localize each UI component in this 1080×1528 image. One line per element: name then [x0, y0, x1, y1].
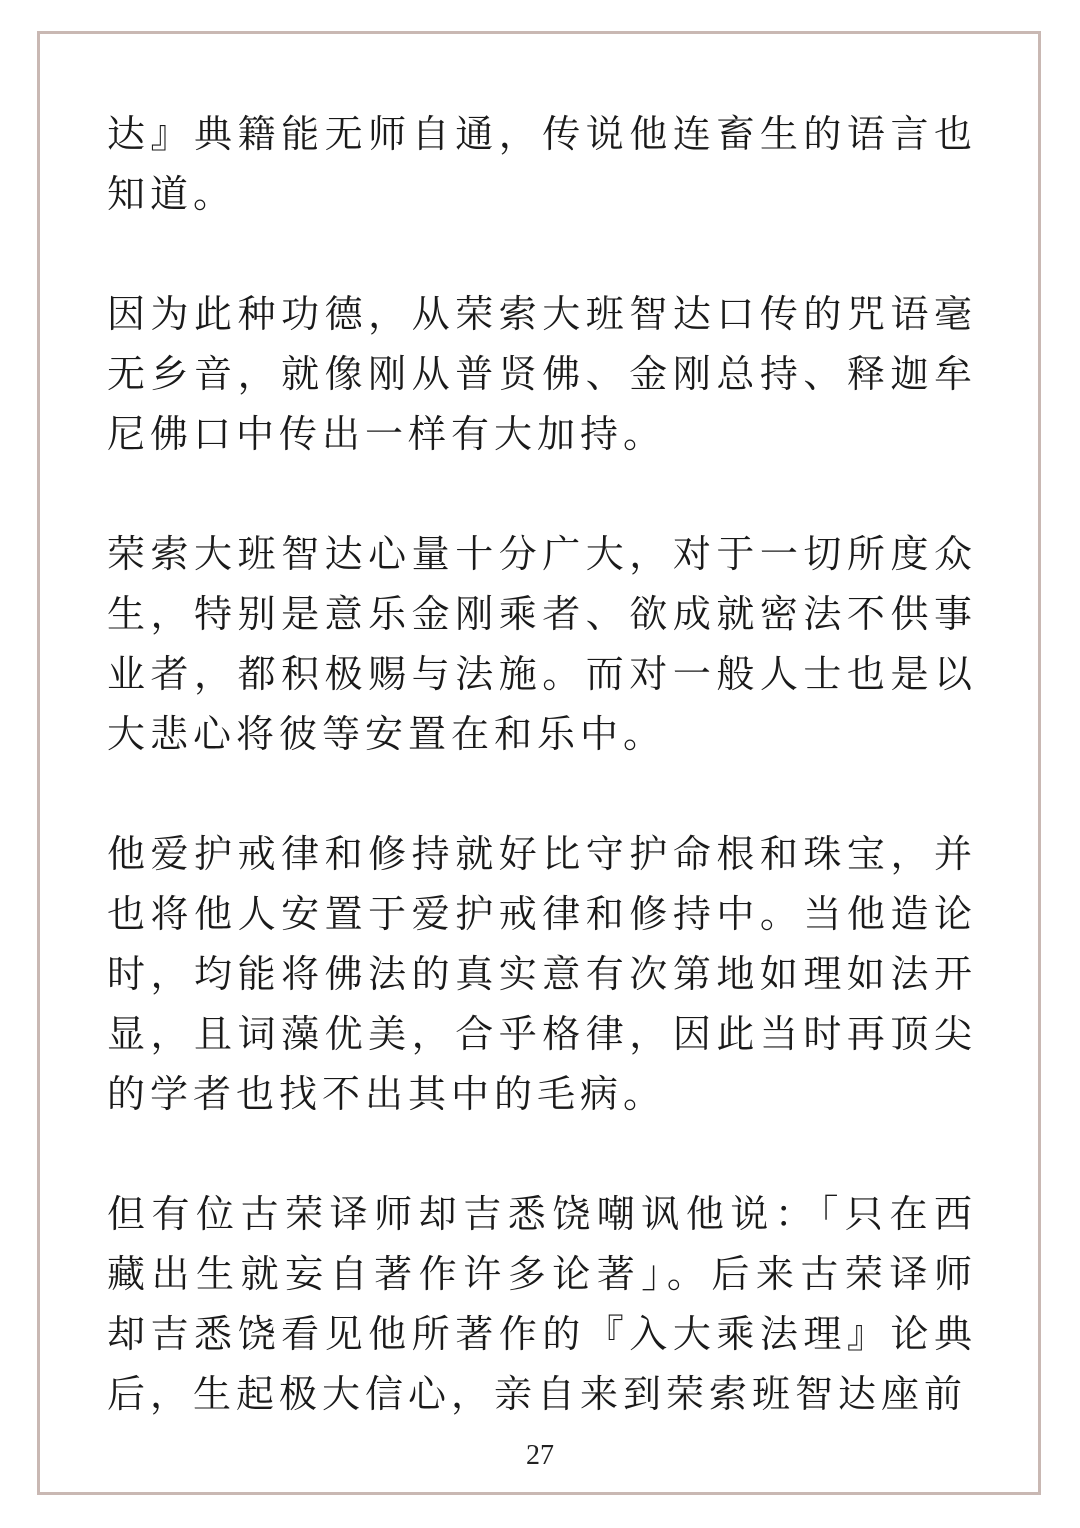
- paragraph-3: 荣索大班智达心量十分广大，对于一切所度众生，特别是意乐金刚乘者、欲成就密法不供事业者，都积极赐与法施。而对一般人士也是以大悲心将彼等安置在和乐中。: [107, 532, 977, 756]
- page-number: 27: [526, 1440, 554, 1471]
- text-body: [107, 104, 977, 1424]
- paragraph-1: 达』典籍能无师自通，传说他连畜生的语言也知道。: [107, 112, 977, 216]
- paragraph-4: 他爱护戒律和修持就好比守护命根和珠宝，并也将他人安置于爱护戒律和修持中。当他造论时，均能将佛法的真实意有次第地如理如法开显，且词藻优美，合乎格律，因此当时再顶尖的学者也找不出其中的毛病。: [107, 832, 977, 1116]
- paragraph-2: 因为此种功德，从荣索大班智达口传的咒语毫无乡音，就像刚从普贤佛、金刚总持、释迦牟尼佛口中传出一样有大加持。: [107, 292, 977, 456]
- paragraph-5: 但有位古荣译师却吉悉饶嘲讽他说：「只在西藏出生就妄自著作许多论著」。后来古荣译师却吉悉饶看见他所著作的『入大乘法理』论典后，生起极大信心，亲自来到荣索班智达座前: [107, 1192, 977, 1416]
